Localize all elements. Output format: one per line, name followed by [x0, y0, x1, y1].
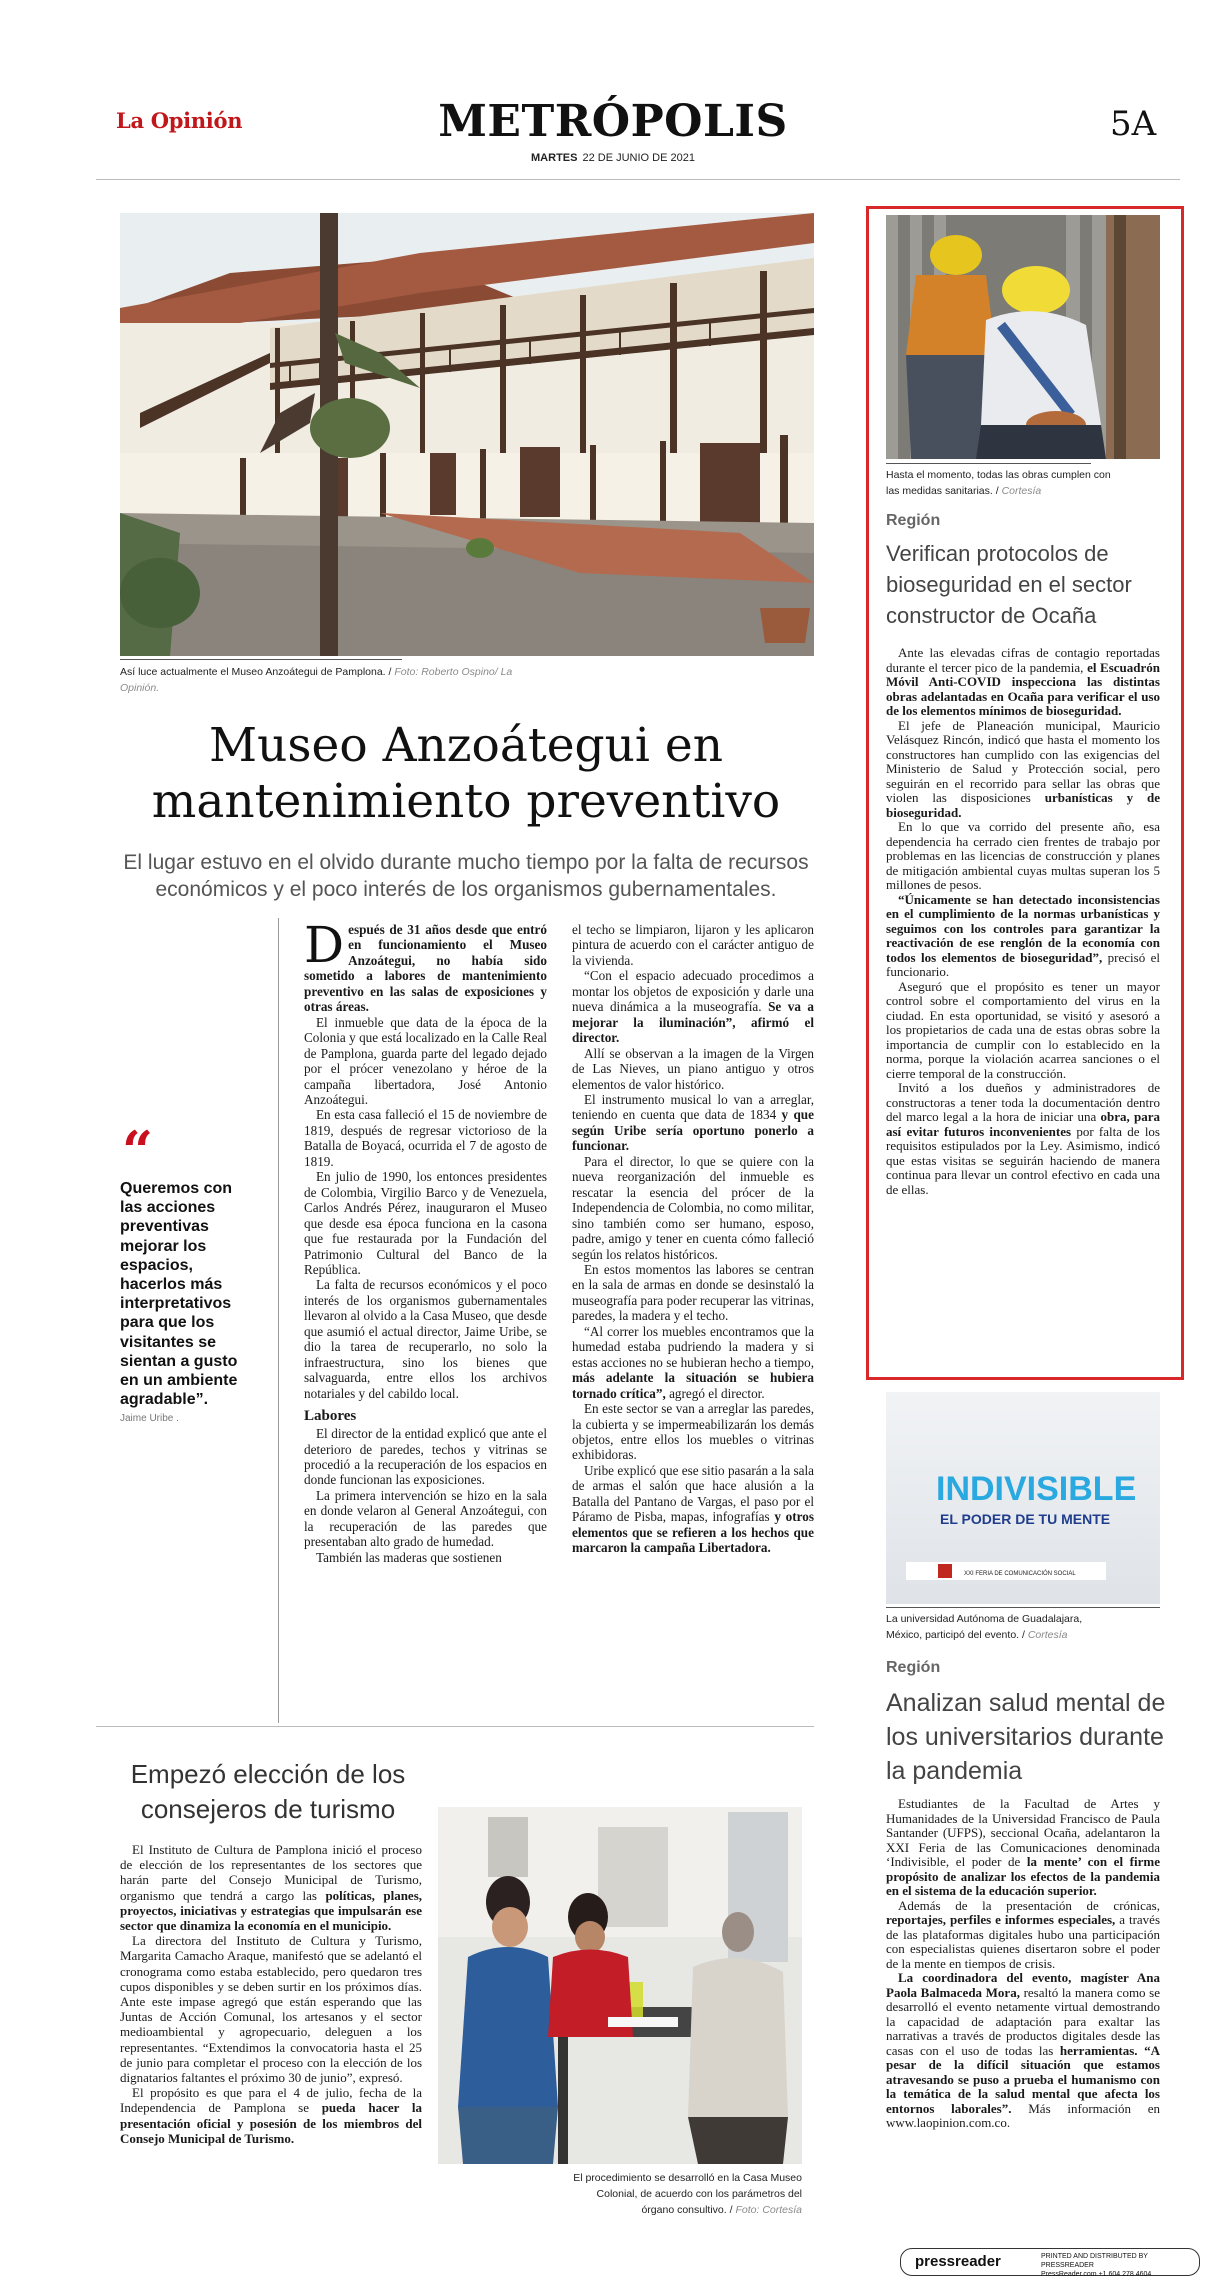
tourism-paragraph: El propósito es que para el 4 de julio, fecha de la Independencia de Pamplona se pueda hacer la presentación oficial y posesión de los miembros del Consejo Municipal de Turismo. [120, 2085, 422, 2146]
sidebar1-credit: Cortesía [1001, 485, 1042, 497]
pull-quote-rule [278, 918, 279, 1723]
council-photo-caption-text: El procedimiento se desarrolló en la Casa Museo Colonial, de acuerdo con los parámetros del órgano consultivo. [573, 2172, 802, 2216]
tourism-paragraph: La directora del Instituto de Cultura y Turismo, Margarita Camacho Araque, manifestó que se adelantó el cronograma como estaba establecido, pero quedaron tres cupos disponibles y se deben surtir en los próximos días. Ante este impase agregó que están esperando que las Juntas de Acción Comunal, los artesanos y el sector medioambiental y agropecuario, deleguen a los representantes. “Extendimos la convocatoria hasta el 25 de junio para completar el proceso con la elección de los dignatarios faltantes el próximo 30 de junio”, expresó. [120, 1933, 422, 2086]
main-body-paragraph: El director de la entidad explicó que ante el deterioro de paredes, techos y vitrinas se procedió a la recuperación de los espacios en donde funcionan las exposiciones. [304, 1426, 547, 1488]
main-headline: Museo Anzoátegui en mantenimiento preventivo [151, 718, 781, 829]
sidebar1-paragraph: En lo que va corrido del presente año, esa dependencia ha cerrado cien frentes de trabajo por problemas en las licencias de construcción y planes de mitigación ambiental cuyas multas superan los 5 millones de pesos. [886, 819, 1160, 892]
pressreader-credit: PRINTED AND DISTRIBUTED BY PRESSREADER PressReader.com +1 604 278 4604 [1041, 2253, 1152, 2278]
sidebar1-paragraph: Aseguró que el propósito es tener un mayor control sobre el comportamiento del virus en la ciudad. En esta oportunidad, se visitó y asesoró a los propietarios de cada una de estas obras sobre la importancia de cumplir con lo establecido en la norma, porque la violación acarrea sanciones o el cierre temporal de la construcción. [886, 978, 1160, 1081]
main-lead-text: espués de 31 años desde que entró en funcionamiento el Museo Anzoátegui, no había sido sometido a labores de mantenimiento preventivo en las salas de exposiciones y otras áreas. [304, 922, 547, 1015]
pull-quote-author: Jaime Uribe . [120, 1413, 179, 1424]
main-body-paragraph: También las maderas que sostienen [316, 1549, 502, 1565]
quote-mark-icon: “ [122, 1119, 154, 1183]
pull-quote: Queremos con las acciones preventivas mejorar los espacios, hacerlos más interpretativos para que los visitantes se sientan a gusto en un ambiente agradable”. [120, 1180, 238, 1409]
main-deck: El lugar estuvo en el olvido durante mucho tiempo por la falta de recursos económicos y el poco interés de los organismos gubernamentales. [123, 851, 809, 901]
main-body-paragraph: El instrumento musical lo van a arreglar, teniendo en cuenta que data de 1834 y que según Uribe sería oportuno ponerlo a funcionar. [572, 1091, 814, 1154]
banner-tagline: EL PODER DE TU MENTE [940, 1511, 1111, 1527]
sidebar1-kicker: Región [886, 512, 941, 529]
main-body-paragraph: En esta casa falleció el 15 de noviembre de 1819, después de regresar victorioso de la Batalla de Boyacá, ocurrida el 7 de agosto de 1819. [304, 1107, 547, 1169]
section-divider [96, 1726, 814, 1727]
main-body-lead [304, 916, 547, 1015]
sidebar1-photo-caption: Hasta el momento, todas las obras cumplen con las medidas sanitarias. / Cortesía [886, 469, 1111, 497]
main-body-column-1 [304, 916, 547, 1565]
council-meeting-photo [438, 1807, 802, 2164]
banner-event: XXI FERIA DE COMUNICACIÓN SOCIAL [964, 1571, 1076, 1577]
feria-banner-image [886, 1392, 1160, 1604]
pressreader-badge [900, 2248, 1200, 2276]
main-body-paragraph: En este sector se van a arreglar las paredes, la cubierta y se impermeabilizarán los demás objetos, entre ellos los muebles o vitrinas exhibidoras. [572, 1401, 814, 1463]
main-body-paragraph: Allí se observan a la imagen de la Virgen de Las Nieves, un piano antiguo y otros elementos de valor histórico. [572, 1045, 814, 1092]
sidebar1-caption-rule [886, 463, 1091, 464]
sidebar2-credit: Cortesía [1027, 1629, 1068, 1641]
sidebar1-paragraph: El jefe de Planeación municipal, Mauricio Velásquez Rincón, indicó que hasta el momento los constructores han cumplido con las exigencias del Ministerio de Salud y Protección social, pero seguirán en el recorrido para sellar las obras que violen las disposiciones urbanísticas y de bioseguridad. [886, 717, 1160, 820]
issue-day: MARTES [531, 152, 578, 164]
sidebar2-caption-text: La universidad Autónoma de Guadalajara, México, participó del evento. [886, 1613, 1083, 1641]
main-body-paragraph: En estos momentos las labores se centran en la sala de armas en donde se desinstaló la museografía para poder recuperar las vitrinas, paredes, la madera y el techo. [572, 1261, 814, 1324]
main-body-paragraph: La primera intervención se hizo en la sala en donde velaron al General Anzoátegui, con la recuperación de las paredes que presentaban alto grado de humedad. [304, 1487, 547, 1550]
page-number: 5A [1110, 104, 1157, 144]
banner-word: INDIVISIBLE [936, 1470, 1137, 1508]
tourism-paragraph: El Instituto de Cultura de Pamplona inició el proceso de elección de los representantes de los sectores que harán parte del Consejo Municipal de Turismo, organismo que tendrá a cargo las políticas, planes, proyectos, iniciativas y estrategias que impulsarán ese sector que dinamiza la economía en el municipio. [120, 1842, 423, 1934]
council-photo-credit: Foto: Cortesía [735, 2204, 802, 2216]
main-body-paragraph: Uribe explicó que ese sitio pasarán a la sala de armas el salón que hace alusión a la Batalla del Pantano de Vargas, el paso por el Páramo de Pisba, mapas, infografías y otros elementos que se refieren a los hechos que marcaron la campaña Libertadora. [572, 1462, 815, 1556]
section-title: METRÓPOLIS [438, 96, 788, 147]
sidebar2-caption-rule [886, 1607, 1160, 1608]
sidebar1-caption-text: Hasta el momento, todas las obras cumplen con las medidas sanitarias. [886, 469, 1111, 497]
sidebar2-paragraph: La coordinadora del evento, magíster Ana Paola Balmaceda Mora, resaltó la manera como se desarrolló el evento netamente virtual demostrando la capacidad de adaptación para exaltar las narrativas a través de productos digitales desde las casas con el uso de todas las herramientas. “A pesar de la difícil situación que estamos atravesando se puso a prueba el humanismo con la temática de la salud mental que afecta los entornos laborales”. Más información en www.laopinion.com.co. [886, 1970, 1160, 2130]
issue-date-text: 22 DE JUNIO DE 2021 [582, 152, 695, 164]
masthead-rule [96, 179, 1180, 180]
main-body-paragraph: el techo se limpiaron, lijaron y les aplicaron pintura de acuerdo con el carácter antiguo de la vivienda. [572, 922, 814, 968]
sidebar1-paragraph: Invitó a los dueños y administradores de constructoras a tener toda la documentación dentro del marco legal a la hora de iniciar una obra, para así evitar futuros inconvenientes por falta de los requisitos estipulados por la Ley. Asimismo, indicó que estas visitas se seguirán haciendo de manera continua para llevar un control efectivo en cada una de ellas. [886, 1080, 1161, 1197]
sidebar2-paragraph: Estudiantes de la Facultad de Artes y Humanidades de la Universidad Francisco de Paula Santander (UFPS), seccional Ocaña, adelantaron la XXI Feria de las Comunicaciones denominada ‘Indivisible, el poder de la mente’ con el firme propósito de analizar los efectos de la pandemia en el sistema de la educación superior. [886, 1796, 1160, 1898]
sidebar1-paragraph: Ante las elevadas cifras de contagio reportadas durante el tercer pico de la pandemia, el Escuadrón Móvil Anti-COVID inspecciona las distintas obras adelantadas en Ocaña para verificar el uso de los elementos mínimos de bioseguridad. [886, 645, 1161, 718]
main-body-paragraph: “Con el espacio adecuado procedimos a montar los objetos de exposición y darle una nueva dinámica a la museografía. Se va a mejorar la iluminación”, afirmó el director. [572, 968, 815, 1046]
tourism-body [120, 1842, 422, 2146]
pressreader-logo: pressreader [915, 2253, 1001, 2270]
council-photo-caption: El procedimiento se desarrolló en la Casa Museo Colonial, de acuerdo con los parámetros del órgano consultivo. / Foto: Cortesía [573, 2172, 802, 2216]
issue-date [0, 152, 1226, 164]
main-body-column-2 [572, 922, 814, 1556]
sidebar1-headline: Verifican protocolos de bioseguridad en el sector constructor de Ocaña [886, 541, 1132, 628]
sidebar2-headline: Analizan salud mental de los universitarios durante la pandemia [886, 1689, 1166, 1785]
construction-workers-photo [886, 215, 1160, 459]
drop-cap: D [304, 916, 345, 974]
main-body-paragraph: El inmueble que data de la época de la Colonia y que está localizado en la Calle Real de Pamplona, guarda parte del legado dejado por el prócer venezolano y héroe de la campaña libertadora, José Antonio Anzoátegui. [304, 1014, 547, 1107]
main-body-paragraph: En julio de 1990, los entonces presidentes de Colombia, Virgilio Barco y de Venezuela, Carlos Andrés Pérez, inauguraron el Museo que desde esa época funciona en la casona que fue restaurada por la Fundación del Patrimonio Cultural del Banco de la República. [304, 1169, 547, 1277]
sidebar2-kicker: Región [886, 1659, 941, 1676]
sidebar2-photo-caption: La universidad Autónoma de Guadalajara, México, participó del evento. / Cortesía [886, 1613, 1083, 1641]
sidebar2-paragraph: Además de la presentación de crónicas, reportajes, perfiles e informes especiales, a través de las plataformas digitales hubo una participación con especialistas quienes disertaron sobre el poder de la mente en tiempos de crisis. [886, 1897, 1160, 1971]
main-photo-caption: Así luce actualmente el Museo Anzoátegui de Pamplona. / Foto: Roberto Ospino/ La Opinión. [120, 666, 513, 694]
main-photo-caption-text: Así luce actualmente el Museo Anzoátegui de Pamplona. [120, 666, 386, 678]
main-body-paragraph: “Al correr los muebles encontramos que la humedad estaba pudriendo la madera y si estas acciones no se hubieran hecho a tiempo, más adelante la situación se hubiera tornado crítica”, agregó el director. [572, 1323, 814, 1401]
main-photo-caption-rule [120, 659, 402, 660]
newspaper-logo: La Opinión [116, 108, 243, 133]
sidebar2-body [886, 1797, 1160, 2131]
main-photo-credit: Foto: Roberto Ospino/ La Opinión. [120, 666, 513, 694]
main-body-paragraph: La falta de recursos económicos y el poco interés de los organismos gubernamentales llevaron al olvido a la Casa Museo, que desde que asumió el actual director, Jaime Uribe, se dio la tarea de recuperarlo, no solo la infraestructura, sino los bienes que salvaguarda, entre ellos los archivos notariales y del cabildo local. [304, 1277, 547, 1401]
museum-courtyard-photo [120, 213, 814, 656]
sidebar1-body [886, 646, 1160, 1197]
tourism-headline: Empezó elección de los consejeros de turismo [130, 1759, 406, 1824]
sidebar1-paragraph: “Únicamente se han detectado inconsistencias en el cumplimiento de la normas urbanísticas y seguimos con los controles para garantizar la reactivación de ese renglón de la economía con todos los elementos de bioseguridad”, precisó el funcionario. [886, 891, 1160, 979]
main-subhead: Labores [304, 1408, 357, 1425]
main-body-paragraph: Para el director, lo que se quiere con la nueva reorganización del inmueble es rescatar la esencia del prócer de la Independencia de Colombia, no como militar, sino también como ser humano, esposo, padre, amigo y tener en cuenta cómo falleció según los relatos históricos. [572, 1153, 814, 1262]
